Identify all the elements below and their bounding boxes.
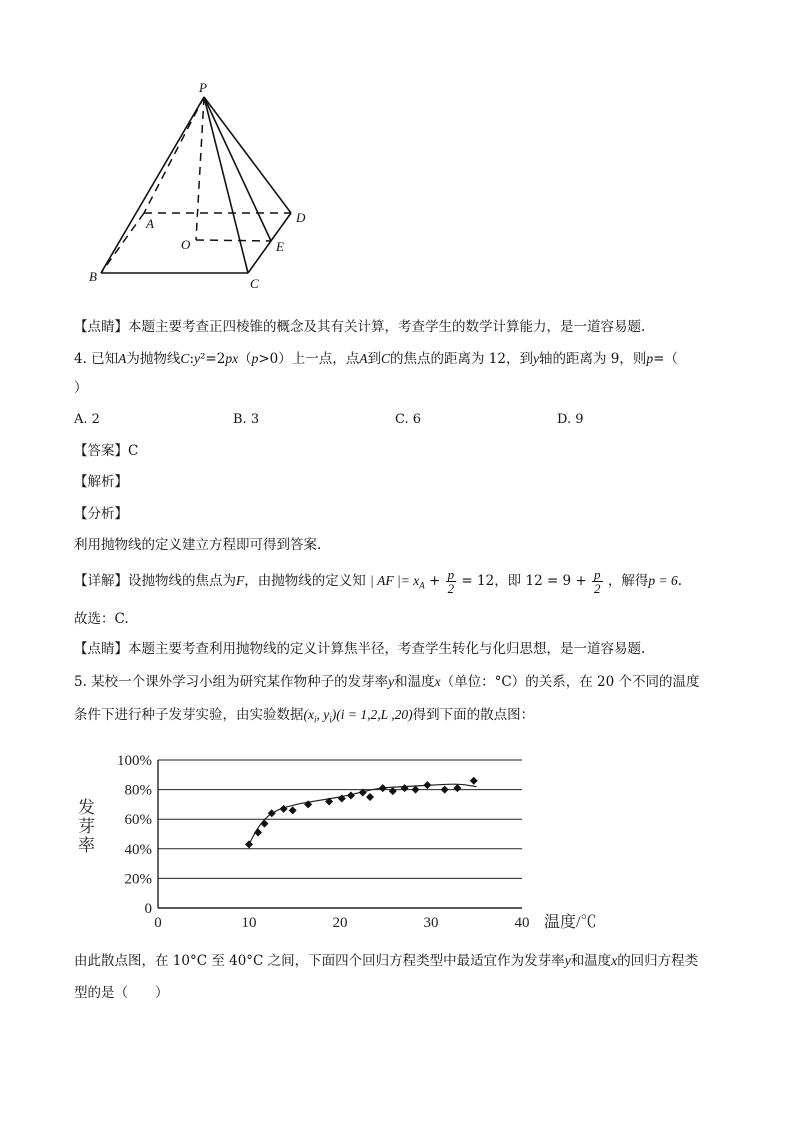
- scatter-point: [401, 784, 409, 792]
- ytick-label: 40%: [124, 841, 152, 858]
- scatter-point: [441, 786, 449, 794]
- label-A: A: [146, 216, 154, 231]
- scatter-point: [366, 793, 374, 801]
- edge-PC: [204, 97, 248, 273]
- scatter-point: [260, 820, 268, 828]
- chart-yticks: [117, 753, 152, 917]
- frac-p-over-2-b: $\frac{p}{2}$: [594, 567, 601, 596]
- xtick-label: 20: [332, 915, 348, 931]
- xtick-label: 10: [241, 915, 257, 931]
- ytick-label: 100%: [117, 753, 152, 769]
- q4-comment: 【点睛】本题主要考查利用抛物线的定义计算焦半径，考查学生转化与化归思想，是一道容易题.: [74, 641, 646, 657]
- edge-PA: [144, 97, 204, 213]
- chart-xlabel: 温度/℃: [544, 914, 597, 931]
- scatter-point: [289, 806, 297, 814]
- scatter-point: [412, 786, 420, 794]
- chart-points: [245, 777, 478, 849]
- edge-AB: [101, 213, 144, 273]
- scatter-point: [347, 792, 355, 800]
- q4-stem-line2: ）: [74, 380, 88, 396]
- comment-text: 本题主要考查正四棱锥的概念及其有关计算，考查学生的数学计算能力，是一道容易题.: [128, 319, 646, 335]
- scatter-point: [389, 787, 397, 795]
- chart-ylabel: 发芽率: [78, 798, 95, 855]
- label-O: O: [181, 237, 191, 252]
- q4-answer: 【答案】C: [74, 443, 139, 459]
- q4-fenxi-text: 利用抛物线的定义建立方程即可得到答案.: [74, 537, 322, 553]
- ytick-label: 60%: [124, 812, 152, 829]
- edge-CD: [248, 213, 291, 273]
- xtick-label: 0: [154, 915, 162, 931]
- label-P: P: [199, 80, 207, 95]
- scatter-point: [280, 805, 288, 813]
- edge-PD: [204, 97, 291, 213]
- q5-stem-line2: 条件下进行种子发芽实验，由实验数据($x_i$, $y_i)(i = 1,2,L$ ,20)得到下面的散点图：: [74, 707, 535, 725]
- ytick-label: 20%: [124, 871, 152, 888]
- q5-stem-line1: 5. 某校一个课外学习小组为研究某作物种子的发芽率y和温度x（单位：°C）的关系，在 20 个不同的温度: [74, 674, 700, 690]
- edge-PE: [204, 97, 271, 241]
- label-D: D: [296, 210, 306, 225]
- q4-option-a[interactable]: A. 2: [74, 412, 100, 427]
- pyramid-figure: [80, 75, 330, 300]
- q4-option-c[interactable]: C. 6: [395, 412, 422, 427]
- scatter-point: [254, 829, 262, 837]
- scatter-point: [423, 781, 431, 789]
- label-B: B: [89, 269, 97, 284]
- q5-after-line1: 由此散点图，在 10°C 至 40°C 之间，下面四个回归方程类型中最适宜作为发芽率y和温度x的回归方程类: [74, 953, 699, 969]
- edge-OE: [196, 240, 271, 241]
- q4-detail: 【详解】设抛物线的焦点为F，由抛物线的定义知 | AF |= $x_A$ + $\frac{p}{2}$ = 12，即 12 = 9 + $\frac{p}{2}$ ，解得p = 6.: [74, 567, 683, 596]
- chart-grid: [158, 760, 522, 908]
- scatter-chart: [70, 745, 670, 935]
- scatter-point: [453, 784, 461, 792]
- chart-xticks: [154, 915, 529, 931]
- q3-comment: [74, 318, 645, 336]
- xtick-label: 30: [423, 915, 439, 931]
- q4-analysis-tag: 【解析】: [74, 474, 128, 490]
- q4-fenxi-tag: 【分析】: [74, 506, 128, 522]
- scatter-point: [245, 840, 253, 848]
- q4-option-b[interactable]: B. 3: [233, 412, 260, 427]
- q5-after-line2: 型的是（ ）: [74, 985, 169, 1001]
- ytick-label: 0: [144, 901, 152, 917]
- xtick-label: 40: [514, 915, 530, 931]
- frac-p-over-2: $\frac{p}{2}$: [447, 567, 455, 596]
- q4-choose: 故选：C.: [74, 611, 129, 627]
- label-C: C: [250, 276, 259, 291]
- scatter-point: [379, 784, 387, 792]
- q4-stem-line1: 4. 已知A为抛物线C:y²=2px（p>0）上一点，点A到C的焦点的距离为 12，到y轴的距离为 9，则p=（: [74, 351, 678, 367]
- q4-option-d[interactable]: D. 9: [557, 412, 584, 427]
- scatter-point: [470, 777, 478, 785]
- edge-PO: [196, 97, 204, 240]
- ytick-label: 80%: [124, 782, 152, 799]
- label-E: E: [276, 239, 284, 254]
- comment-tag: 【点睛】: [74, 319, 128, 335]
